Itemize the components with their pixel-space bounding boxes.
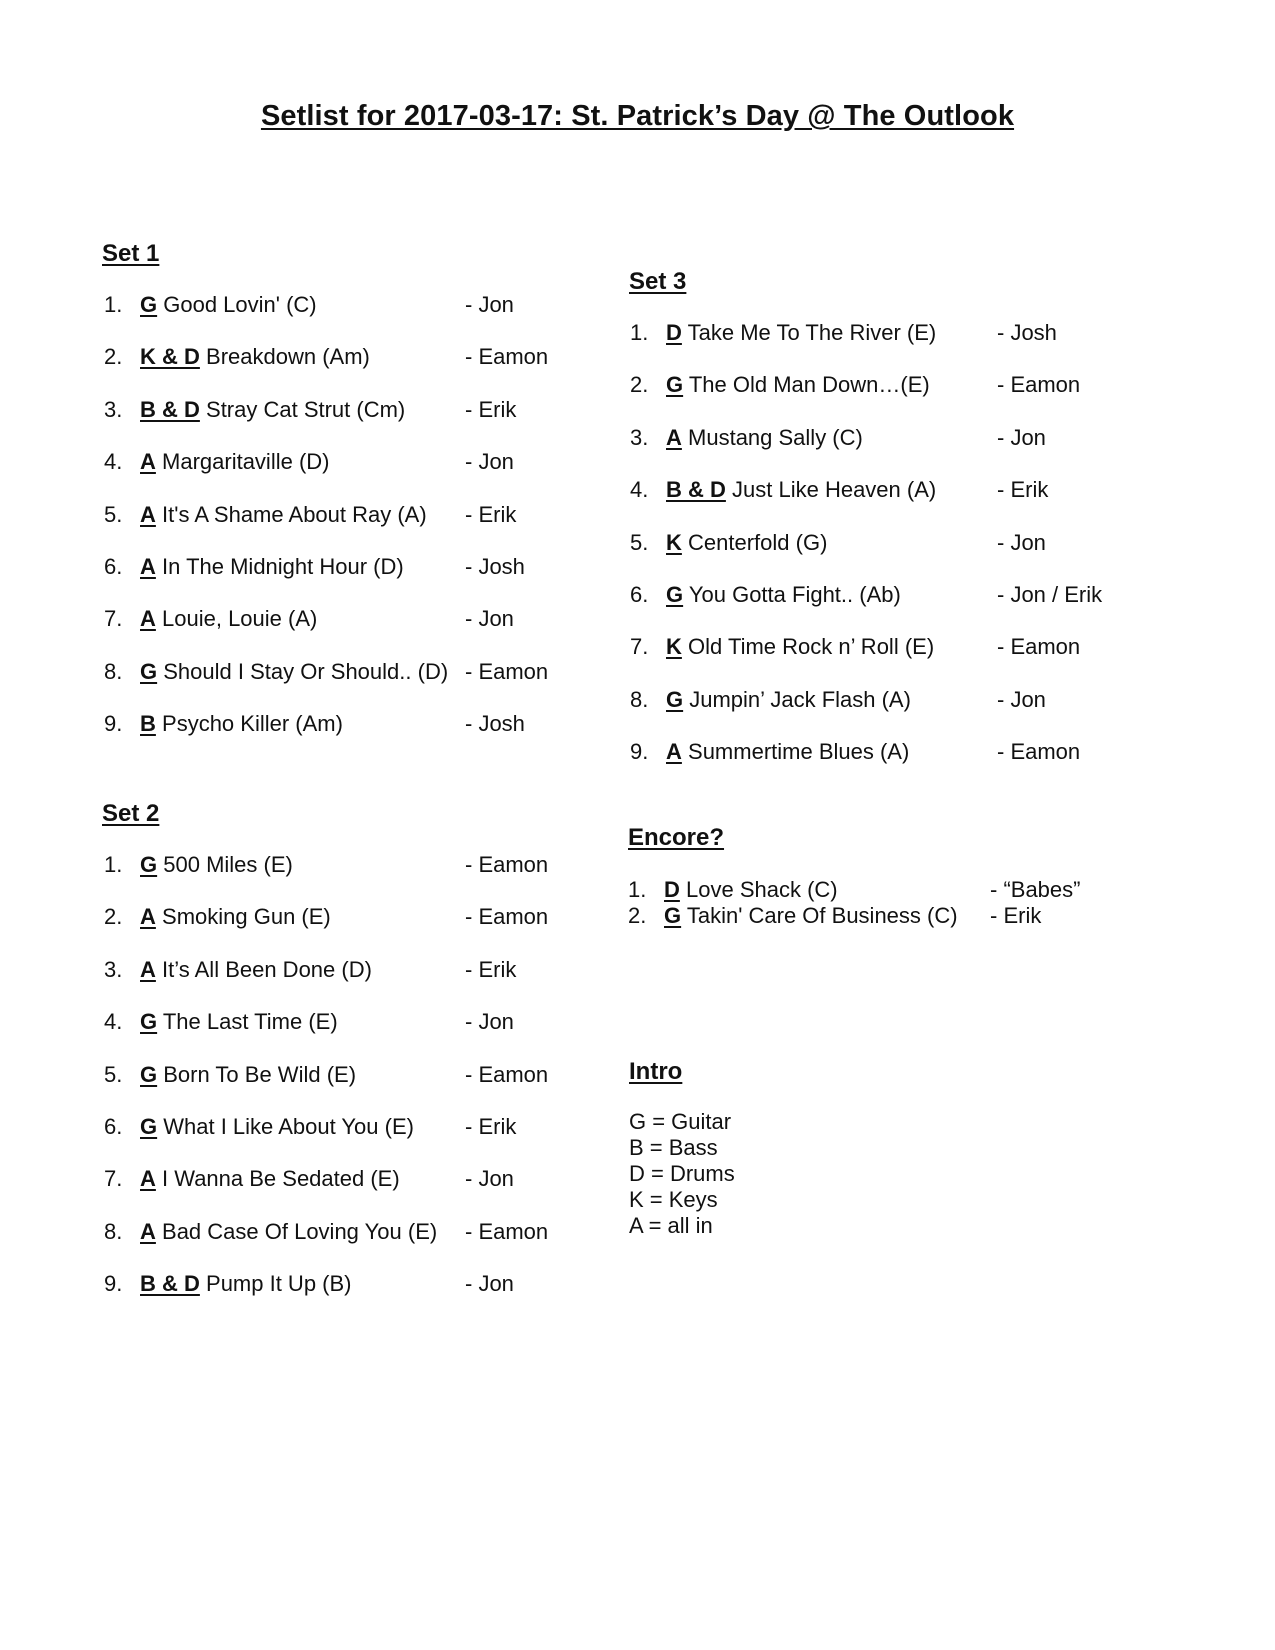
song-entry [666, 582, 901, 608]
song-number: 7. [104, 606, 123, 632]
song-number: 2. [630, 372, 649, 398]
intro-code: K [666, 529, 682, 555]
intro-code: A [666, 424, 682, 450]
intro-code: G [140, 292, 158, 317]
singer: - “Babes” [990, 877, 1081, 902]
intro-code: G [140, 658, 158, 684]
song-number: 2. [104, 904, 123, 930]
song-entry [140, 659, 448, 685]
singer: - Eamon [997, 372, 1081, 398]
intro-code: A [666, 739, 682, 765]
song-entry [666, 634, 934, 660]
set-1-heading: Set 1 [102, 240, 160, 267]
song-number: 1. [630, 320, 649, 345]
song-title: 500 Miles (E) [163, 852, 293, 877]
intro-code: A [140, 606, 156, 632]
singer: - Josh [997, 320, 1057, 345]
singer: - Erik [990, 903, 1042, 928]
intro-code: D [664, 877, 680, 902]
song-entry [140, 502, 427, 528]
song-title: Bad Case Of Loving You (E) [162, 1218, 438, 1244]
song-number: 1. [628, 877, 647, 902]
song-number: 7. [104, 1166, 123, 1192]
song-title: What I Like About You (E) [163, 1113, 414, 1139]
song-title: You Gotta Fight.. (Ab) [688, 581, 901, 607]
song-entry [140, 344, 370, 370]
singer: - Erik [465, 501, 517, 527]
singer: - Eamon [997, 739, 1081, 765]
intro-code: A [140, 956, 156, 982]
song-title: In The Midnight Hour (D) [162, 553, 404, 579]
singer: - Erik [465, 956, 517, 982]
singer: - Jon [997, 424, 1046, 450]
song-entry [664, 903, 958, 929]
song-number: 3. [630, 424, 649, 450]
intro-code: G [140, 1061, 158, 1087]
song-number: 4. [104, 449, 123, 475]
song-number: 8. [630, 686, 649, 712]
song-entry [666, 425, 863, 451]
intro-code: A [140, 553, 156, 579]
song-number: 5. [104, 501, 123, 527]
intro-code: G [666, 372, 684, 398]
intro-code: B & D [140, 396, 200, 422]
song-title: The Old Man Down…(E) [688, 372, 930, 398]
intro-code: B [140, 711, 156, 737]
song-title: I Wanna Be Sedated (E) [162, 1166, 400, 1192]
singer: - Erik [465, 1113, 517, 1139]
song-entry [666, 372, 930, 398]
singer: - Jon / Erik [997, 581, 1103, 607]
song-entry [664, 877, 838, 903]
song-number: 4. [104, 1009, 123, 1035]
song-entry [140, 904, 331, 930]
song-entry [140, 449, 330, 475]
singer: - Eamon [465, 904, 549, 930]
song-entry [140, 711, 343, 737]
song-title: It's A Shame About Ray (A) [162, 501, 427, 527]
song-title: Old Time Rock n’ Roll (E) [688, 634, 935, 660]
song-entry [140, 292, 317, 318]
song-number: 8. [104, 658, 123, 684]
intro-code: A [140, 904, 156, 930]
song-title: Breakdown (Am) [206, 344, 370, 370]
song-title: Pump It Up (B) [206, 1271, 352, 1297]
song-entry [666, 477, 936, 503]
set-2-heading: Set 2 [102, 800, 160, 827]
intro-code: A [140, 1218, 156, 1244]
singer: - Josh [465, 553, 525, 579]
intro-code: G [140, 1009, 158, 1035]
song-title: Summertime Blues (A) [688, 739, 910, 765]
song-entry [666, 320, 936, 346]
song-entry [140, 1114, 414, 1140]
intro-code: G [666, 686, 684, 712]
song-title: Stray Cat Strut (Cm) [206, 396, 406, 422]
singer: - Eamon [465, 852, 549, 877]
song-entry [140, 1009, 338, 1035]
intro-code: A [140, 501, 156, 527]
song-number: 9. [104, 711, 123, 737]
song-entry [140, 1219, 437, 1245]
intro-code: G [140, 1113, 158, 1139]
song-title: Takin' Care Of Business (C) [686, 903, 958, 928]
song-title: The Last Time (E) [162, 1009, 338, 1035]
legend-item: G = Guitar [629, 1109, 732, 1134]
song-number: 7. [630, 634, 649, 660]
song-entry [666, 530, 827, 556]
legend-item: B = Bass [629, 1135, 718, 1160]
song-number: 3. [104, 956, 123, 982]
intro-code: A [140, 1166, 156, 1192]
singer: - Jon [997, 529, 1046, 555]
song-number: 9. [630, 739, 649, 765]
intro-code: G [140, 852, 158, 877]
legend-item: A = all in [629, 1213, 713, 1238]
intro-code: K & D [140, 344, 200, 370]
song-entry [140, 1271, 352, 1297]
intro-code: A [140, 449, 156, 475]
song-number: 8. [104, 1218, 123, 1244]
singer: - Jon [465, 449, 514, 475]
intro-code: B & D [666, 477, 726, 503]
song-number: 5. [630, 529, 649, 555]
singer: - Jon [997, 686, 1046, 712]
song-title: Should I Stay Or Should.. (D) [163, 658, 449, 684]
legend-item: K = Keys [629, 1187, 718, 1212]
song-title: Just Like Heaven (A) [732, 477, 937, 503]
song-entry [140, 1062, 356, 1088]
intro-code: D [666, 320, 682, 345]
song-entry [666, 687, 911, 713]
song-number: 9. [104, 1271, 123, 1297]
song-title: Love Shack (C) [686, 877, 838, 902]
song-entry [140, 554, 404, 580]
song-title: Good Lovin' (C) [163, 292, 317, 317]
song-entry [140, 957, 372, 983]
intro-code: G [664, 903, 682, 928]
song-entry [140, 852, 293, 878]
song-title: It’s All Been Done (D) [162, 956, 372, 982]
intro-code: K [666, 634, 682, 660]
song-title: Smoking Gun (E) [162, 904, 331, 930]
song-entry [140, 606, 317, 632]
singer: - Jon [465, 1166, 514, 1192]
set-3-heading: Set 3 [629, 268, 687, 295]
song-number: 5. [104, 1061, 123, 1087]
singer: - Jon [465, 606, 514, 632]
singer: - Eamon [465, 1218, 549, 1244]
encore-heading: Encore? [628, 824, 725, 851]
song-title: Louie, Louie (A) [162, 606, 318, 632]
singer: - Jon [465, 1009, 514, 1035]
intro-code: B & D [140, 1271, 200, 1297]
singer: - Eamon [465, 1061, 549, 1087]
song-title: Margaritaville (D) [162, 449, 330, 475]
song-number: 2. [628, 903, 647, 928]
page-title: Setlist for 2017-03-17: St. Patrick’s Day @ The Outlook [260, 100, 1015, 132]
legend-item: D = Drums [629, 1161, 735, 1186]
singer: - Erik [997, 477, 1049, 503]
singer: - Eamon [465, 658, 549, 684]
singer: - Jon [465, 1271, 514, 1297]
song-number: 3. [104, 396, 123, 422]
song-number: 1. [104, 852, 123, 877]
song-title: Mustang Sally (C) [688, 424, 863, 450]
song-number: 4. [630, 477, 649, 503]
song-title: Born To Be Wild (E) [163, 1061, 357, 1087]
singer: - Josh [465, 711, 525, 737]
singer: - Eamon [465, 344, 549, 370]
song-number: 1. [104, 292, 123, 317]
song-entry [140, 397, 405, 423]
intro-legend [629, 1109, 735, 1239]
song-entry [140, 1166, 400, 1192]
song-number: 6. [630, 581, 649, 607]
song-entry [666, 739, 909, 765]
song-number: 6. [104, 553, 123, 579]
singer: - Eamon [997, 634, 1081, 660]
song-title: Take Me To The River (E) [687, 320, 937, 345]
song-title: Jumpin’ Jack Flash (A) [689, 686, 911, 712]
singer: - Erik [465, 396, 517, 422]
song-number: 2. [104, 344, 123, 370]
song-title: Centerfold (G) [688, 529, 828, 555]
intro-code: G [666, 581, 684, 607]
song-title: Psycho Killer (Am) [162, 711, 343, 737]
song-number: 6. [104, 1113, 123, 1139]
intro-heading: Intro [629, 1058, 683, 1085]
singer: - Jon [465, 292, 514, 317]
